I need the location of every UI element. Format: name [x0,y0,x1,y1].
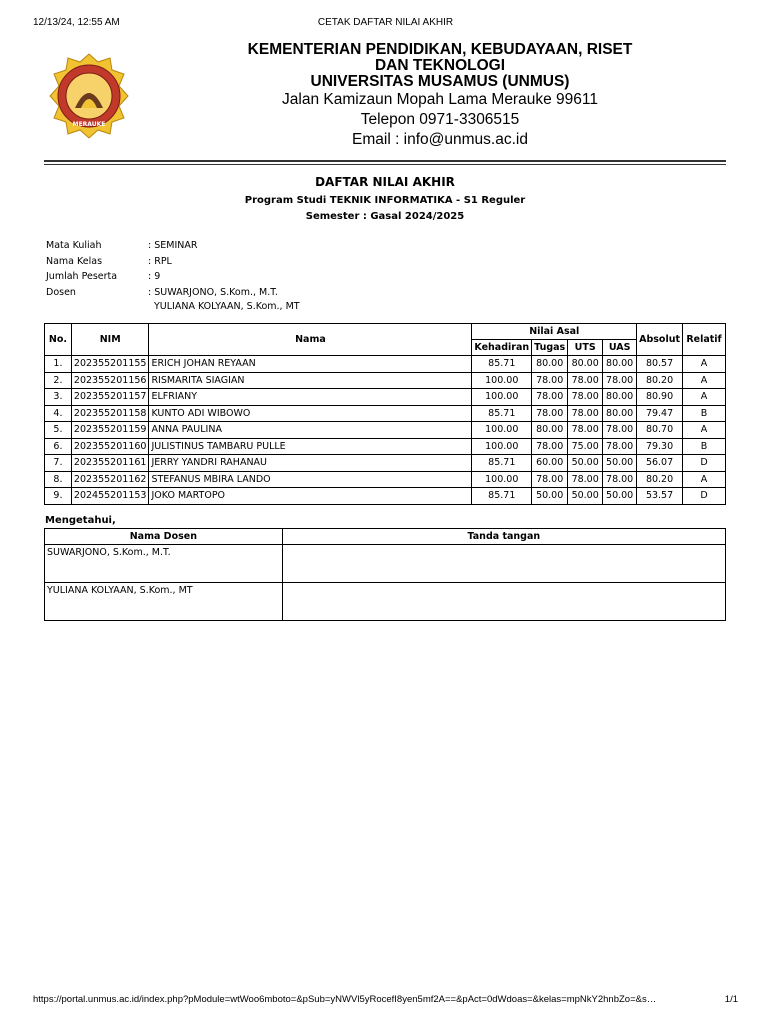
col-header-uas: UAS [603,340,637,356]
university-logo [48,52,130,140]
cell-relatif: A [683,471,726,488]
cell-uas: 78.00 [603,471,637,488]
cell-kehadiran: 100.00 [472,471,532,488]
signature-cell [282,583,725,621]
cell-nama: ELFRIANY [149,389,472,406]
cell-nim: 202455201153 [71,488,149,505]
letterhead-divider-thin [44,164,726,165]
document-title: DAFTAR NILAI AKHIR [315,175,455,189]
signature-cell [282,545,725,583]
col-header-nilai-asal: Nilai Asal [472,324,637,340]
course-info-value: : SUWARJONO, S.Kom., M.T. [148,286,278,298]
cell-uas: 50.00 [603,455,637,472]
lecturer-name: YULIANA KOLYAAN, S.Kom., MT [45,583,283,621]
table-row [45,372,726,389]
cell-tugas: 78.00 [532,471,568,488]
cell-uas: 80.00 [603,405,637,422]
course-info-label: Mata Kuliah [46,240,102,251]
cell-nim: 202355201160 [71,438,149,455]
col-header-uts: UTS [568,340,603,356]
cell-uts: 78.00 [568,471,603,488]
cell-no: 2. [45,372,72,389]
cell-uts: 75.00 [568,438,603,455]
cell-absolut: 80.90 [637,389,683,406]
table-row [45,389,726,406]
cell-uts: 78.00 [568,389,603,406]
lecturer-name: SUWARJONO, S.Kom., M.T. [45,545,283,583]
cell-no: 7. [45,455,72,472]
table-row [45,471,726,488]
cell-tugas: 50.00 [532,488,568,505]
cell-kehadiran: 85.71 [472,488,532,505]
cell-no: 8. [45,471,72,488]
cell-uts: 78.00 [568,422,603,439]
cell-uas: 80.00 [603,356,637,373]
cell-uas: 80.00 [603,389,637,406]
cell-relatif: D [683,455,726,472]
cell-absolut: 56.07 [637,455,683,472]
cell-relatif: A [683,356,726,373]
cell-uas: 78.00 [603,422,637,439]
cell-nama: RISMARITA SIAGIAN [149,372,472,389]
cell-nim: 202355201161 [71,455,149,472]
cell-nim: 202355201162 [71,471,149,488]
cell-relatif: B [683,405,726,422]
course-info-row [46,254,408,270]
cell-no: 1. [45,356,72,373]
cell-uts: 50.00 [568,488,603,505]
table-row [45,356,726,373]
cell-absolut: 80.20 [637,471,683,488]
table-row [45,405,726,422]
table-row [45,438,726,455]
cell-absolut: 53.57 [637,488,683,505]
cell-absolut: 80.57 [637,356,683,373]
cell-nama: JOKO MARTOPO [149,488,472,505]
col-header-no: No. [45,324,72,356]
cell-nim: 202355201158 [71,405,149,422]
cell-relatif: B [683,438,726,455]
university-phone: Telepon 0971-3306515 [360,111,520,128]
course-info-row [46,238,408,254]
second-lecturer: YULIANA KOLYAAN, S.Kom., MT [154,301,300,312]
university-name: UNIVERSITAS MUSAMUS (UNMUS) [310,73,570,90]
cell-nama: KUNTO ADI WIBOWO [149,405,472,422]
course-info-row [46,269,408,285]
signature-row [45,583,726,621]
table-row [45,455,726,472]
course-info-value: : RPL [148,255,172,267]
ministry-line-1: KEMENTERIAN PENDIDIKAN, KEBUDAYAAN, RISET [247,41,633,58]
cell-nama: ANNA PAULINA [149,422,472,439]
cell-uas: 78.00 [603,438,637,455]
cell-no: 4. [45,405,72,422]
course-info-value: : 9 [148,271,161,282]
cell-uas: 78.00 [603,372,637,389]
cell-tugas: 78.00 [532,389,568,406]
university-address: Jalan Kamizaun Mopah Lama Merauke 99611 [282,91,598,108]
cell-nama: JERRY YANDRI RAHANAU [149,455,472,472]
col-header-nama: Nama [149,324,472,356]
institution-letterhead [170,42,710,150]
cell-tugas: 80.00 [532,422,568,439]
col-header-nim: NIM [71,324,149,356]
course-info-value: : SEMINAR [148,240,198,251]
university-email: Email : info@unmus.ac.id [352,131,528,148]
cell-kehadiran: 100.00 [472,389,532,406]
cell-nama: STEFANUS MBIRA LANDO [149,471,472,488]
cell-tugas: 78.00 [532,438,568,455]
cell-uas: 50.00 [603,488,637,505]
table-row [45,488,726,505]
course-info-label: Nama Kelas [46,255,103,267]
cell-kehadiran: 85.71 [472,405,532,422]
svg-text:MERAUKE: MERAUKE [72,121,106,128]
page-number: 1/1 [724,994,738,1005]
cell-nim: 202355201159 [71,422,149,439]
cell-tugas: 78.00 [532,405,568,422]
cell-no: 6. [45,438,72,455]
cell-nama: ERICH JOHAN REYAAN [149,356,472,373]
cell-kehadiran: 85.71 [472,455,532,472]
print-datetime: 12/13/24, 12:55 AM [33,17,120,28]
acknowledgement-label: Mengetahui, [45,515,116,526]
cell-absolut: 80.70 [637,422,683,439]
cell-uts: 50.00 [568,455,603,472]
cell-no: 3. [45,389,72,406]
print-page-title: CETAK DAFTAR NILAI AKHIR [317,17,454,28]
cell-nim: 202355201157 [71,389,149,406]
cell-no: 9. [45,488,72,505]
semester: Semester : Gasal 2024/2025 [305,211,465,222]
course-info-row [46,285,408,301]
cell-nim: 202355201155 [71,356,149,373]
cell-kehadiran: 100.00 [472,438,532,455]
col-header-nama-dosen: Nama Dosen [45,529,283,545]
col-header-tanda-tangan: Tanda tangan [282,529,725,545]
cell-relatif: A [683,389,726,406]
cell-no: 5. [45,422,72,439]
signature-row [45,545,726,583]
cell-kehadiran: 85.71 [472,356,532,373]
signature-table [44,528,726,621]
program-study: Program Studi TEKNIK INFORMATIKA - S1 Reguler [244,195,526,206]
cell-nama: JULISTINUS TAMBARU PULLE [149,438,472,455]
cell-uts: 78.00 [568,372,603,389]
cell-kehadiran: 100.00 [472,372,532,389]
cell-relatif: A [683,372,726,389]
course-info-label: Jumlah Peserta [46,271,118,282]
cell-tugas: 60.00 [532,455,568,472]
col-header-absolut: Absolut [637,324,683,356]
cell-kehadiran: 100.00 [472,422,532,439]
cell-uts: 80.00 [568,356,603,373]
cell-absolut: 79.47 [637,405,683,422]
col-header-kehadiran: Kehadiran [472,340,532,356]
course-info-label: Dosen [46,286,76,298]
ministry-line-2: DAN TEKNOLOGI [374,57,506,74]
cell-tugas: 80.00 [532,356,568,373]
col-header-tugas: Tugas [532,340,568,356]
grade-table [44,323,726,505]
page-url: https://portal.unmus.ac.id/index.php?pModule=wtWoo6mboto=&pSub=yNWVl5yRocefI8yen5mf2A==&pAct=0dWdoas=&kelas=mpNkY2hnbZo=&s… [33,994,657,1005]
course-info [46,238,408,313]
cell-absolut: 79.30 [637,438,683,455]
cell-uts: 78.00 [568,405,603,422]
letterhead-divider-thick [44,160,726,162]
cell-nim: 202355201156 [71,372,149,389]
cell-tugas: 78.00 [532,372,568,389]
cell-relatif: A [683,422,726,439]
cell-absolut: 80.20 [637,372,683,389]
cell-relatif: D [683,488,726,505]
table-row [45,422,726,439]
col-header-relatif: Relatif [683,324,726,356]
